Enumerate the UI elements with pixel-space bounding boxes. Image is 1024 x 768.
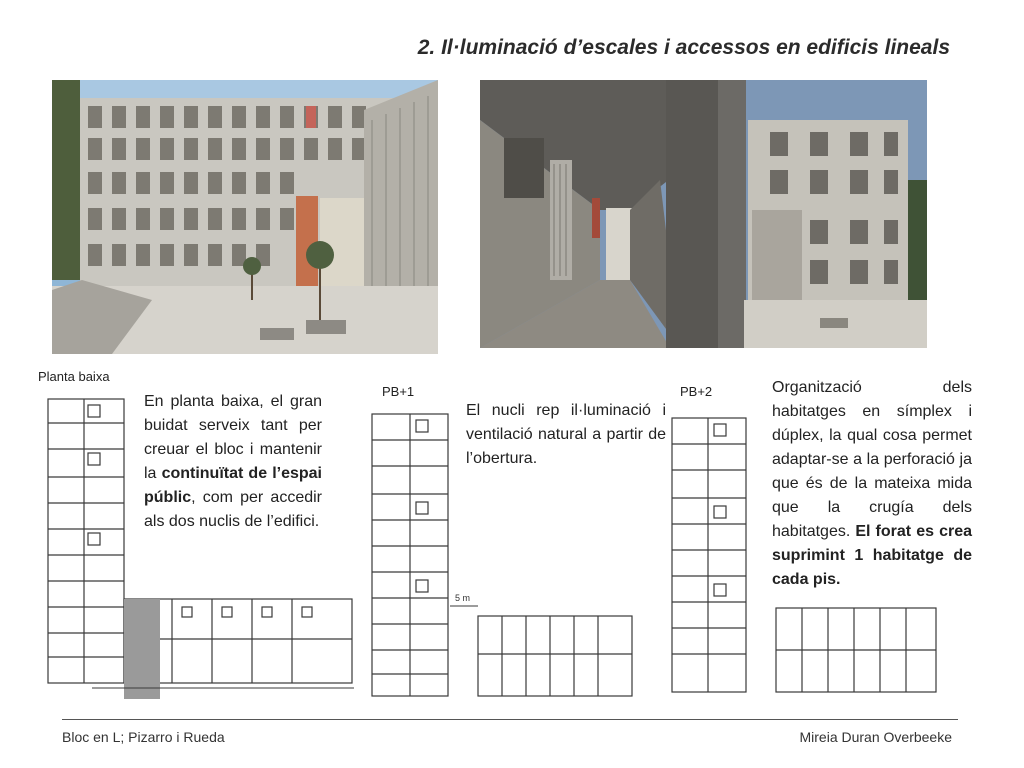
ground-floor-label: Planta baixa (38, 369, 110, 384)
ground-text-bold: continuïtat de l’espai públic (144, 465, 322, 506)
footer-left-text: Bloc en L; Pizarro i Rueda (62, 729, 225, 745)
access-corridor-photo (480, 80, 927, 348)
scale-label: 5 m (455, 593, 471, 603)
first-floor-label: PB+1 (382, 384, 415, 399)
second-floor-text (772, 376, 972, 592)
footer-right-text: Mireia Duran Overbeeke (799, 729, 952, 745)
footer-divider (62, 719, 958, 720)
second-text-bold: El forat es crea suprimint 1 habitatge de cada pis. (772, 523, 972, 588)
slide-title: 2. Il·luminació d’escales i accessos en edificis lineals (417, 36, 950, 59)
first-floor-text: El nucli rep il·luminació i ventilació natural a partir de l’obertura. (466, 402, 666, 467)
ground-text-part-2: , com per accedir als dos nuclis de l’edifici. (144, 489, 322, 530)
second-floor-label: PB+2 (680, 384, 713, 399)
courtyard-building-photo (52, 80, 438, 354)
ground-text-part-1: En planta baixa, el gran buidat serveix tant per creuar el bloc i mantenir la (144, 393, 322, 482)
ground-floor-text (144, 390, 322, 534)
second-text-part-1: Organització dels habitatges en símplex i dúplex, la qual cosa permet adaptar-se a la perforació ja que és de la mateixa mida que la crugía dels habitatges. (772, 379, 972, 540)
